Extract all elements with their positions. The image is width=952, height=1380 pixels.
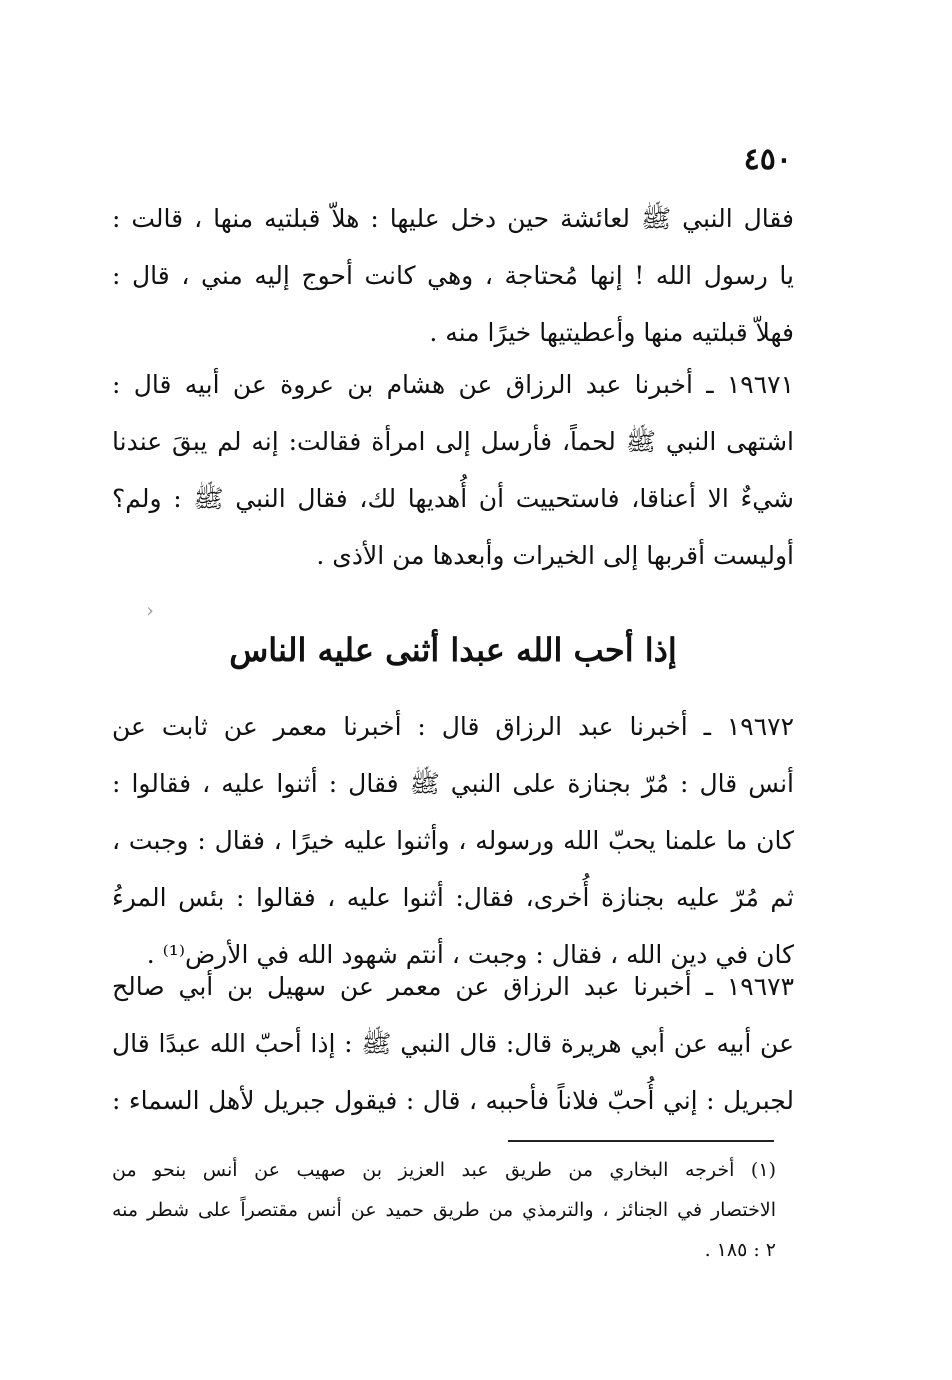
stray-ink-mark: › <box>146 598 154 622</box>
hadith-19672 <box>112 698 794 983</box>
text-line: ثم مُرّ عليه بجنازة أُخرى، فقال: أثنوا عليه ، فقالوا : بئس المرءُ <box>112 883 794 912</box>
text-line: كان ما علمنا يحبّ الله ورسوله ، وأثنوا عليه خيرًا ، فقال : وجبت ، <box>112 826 794 855</box>
page-number: ٤٥٠ <box>743 142 792 177</box>
hadith-19671 <box>112 356 794 584</box>
footnote-line: ٢ : ١٨٥ . <box>704 1239 776 1261</box>
hadith-19673 <box>112 958 794 1129</box>
footnote-line: الاختصار في الجنائز ، والترمذي من طريق حميد عن أنس مقتصراً على شطر منه <box>112 1199 776 1221</box>
text-line: فهلاّ قبلتيه منها وأعطيتيها خيرًا منه . <box>429 318 794 347</box>
text-line: ١٩٦٧٢ ـ أخبرنا عبد الرزاق قال : أخبرنا معمر عن ثابت عن <box>112 712 794 741</box>
text-line: عن أبيه عن أبي هريرة قال: قال النبي ﷺ : إذا أحبّ الله عبدًا قال <box>112 1029 794 1058</box>
text-line: لجبريل : إني أُحبّ فلاناً فأحببه ، قال : فيقول جبريل لأهل السماء : <box>112 1086 794 1115</box>
text-line: ١٩٦٧١ ـ أخبرنا عبد الرزاق عن هشام بن عروة عن أبيه قال : <box>112 370 794 399</box>
text-line: يا رسول الله ! إنها مُحتاجة ، وهي كانت أحوج إليه مني ، قال : <box>112 261 794 290</box>
text-line: أوليست أقربها إلى الخيرات وأبعدها من الأذى . <box>316 541 794 570</box>
footnote <box>112 1150 776 1270</box>
section-heading: إذا أحب الله عبدا أثنى عليه الناس <box>229 631 677 669</box>
text-line: اشتهى النبي ﷺ لحماً، فأرسل إلى امرأة فقالت: إنه لم يبقَ عندنا <box>112 427 794 456</box>
footnote-line: (١) أخرجه البخاري من طريق عبد العزيز بن صهيب عن أنس بنحو من <box>112 1159 776 1181</box>
text-line: أنس قال : مُرّ بجنازة على النبي ﷺ فقال : أثنوا عليه ، فقالوا : <box>112 769 794 798</box>
footnote-divider <box>508 1140 774 1142</box>
text-line: شيءٌ الا أعناقا، فاستحييت أن أُهديها لك، فقال النبي ﷺ : ولم؟ <box>112 484 794 513</box>
text-line: كان في دين الله ، فقال : وجبت ، أنتم شهود الله في الأرض⁽¹⁾ . <box>146 940 794 969</box>
text-line: ١٩٦٧٣ ـ أخبرنا عبد الرزاق عن معمر عن سهيل بن أبي صالح <box>112 972 794 1001</box>
text-line: فقال النبي ﷺ لعائشة حين دخل عليها : هلاّ قبلتيه منها ، قالت : <box>112 204 794 233</box>
paragraph-continuation <box>112 190 794 361</box>
